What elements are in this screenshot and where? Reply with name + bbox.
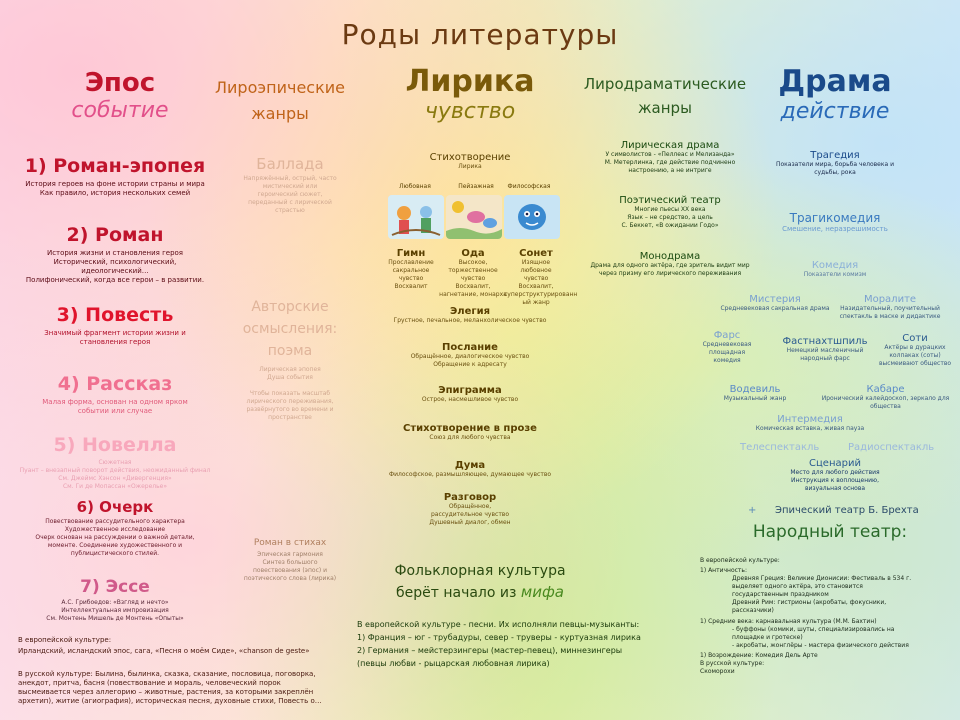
lyrodrama-item-desc: У символистов - «Пеллеас и Мелизанда» М. Метерлинка, где действие подчинено настроению, а не интриге (604, 151, 736, 174)
folk-line2-em: мифа (520, 583, 564, 601)
ft-europe: В европейской культуре: (700, 557, 780, 564)
lyrodrama-item-desc: Драма для одного актёра, где зритель видит мир через призму его лирического переживания (590, 262, 750, 277)
drama-item-label: Трагедия (810, 150, 860, 161)
ft-line: Древний Рим: гистрионы (акробаты, фокусники, (732, 599, 887, 606)
lyroepic-poem (225, 296, 355, 422)
drama-fastnacht (775, 336, 875, 363)
drama-comedy (760, 260, 910, 279)
lyric-poem-sub: Лирика (458, 163, 482, 170)
drama-grid-desc: Средневековая сакральная драма (720, 305, 830, 312)
lyric-item-desc: Грустное, печальное, меланхолическое чувство (393, 317, 547, 324)
drama-grid-label: Мистерия (749, 294, 801, 305)
drama-grid-label: Интермедия (777, 414, 843, 425)
folk-theatre-header (730, 522, 930, 542)
epos-item-label: 6) Очерк (76, 498, 154, 516)
ft-russian: Скоморохи (700, 668, 735, 675)
lyrodrama-item-label: Лирическая драма (620, 140, 720, 151)
ft-russian-head: В русской культуре: (700, 660, 765, 667)
drama-grid-desc: Иронический калейдоскоп, зеркало для общества (821, 395, 950, 410)
ft-line: площадке и гротеске) (732, 634, 803, 641)
child-drawing-love-image (388, 195, 444, 239)
lyric-elegy (370, 306, 570, 325)
epos-item-label: 7) Эссе (80, 577, 150, 597)
lyric-item-desc: Острое, насмешливое чувство (421, 396, 519, 403)
lyroepic-novel-verse (225, 538, 355, 583)
ft-line: Древняя Греция: Великие Дионисии: Фестиваль в 534 г. (732, 575, 912, 582)
photo-label-landscape: Пейзажная (458, 183, 494, 190)
epos-item-desc: А.С. Грибоедов: «Взгляд и нечто» Интеллектуальная импровизация См. Монтень Мишель де Монтень «Опыты» (46, 599, 184, 622)
lyric-poem-block (380, 152, 560, 171)
drama-heading: Драма (778, 64, 892, 99)
lyric-three-desc: Прославление сакральное чувство Восхвалит (388, 259, 434, 290)
folk-p2: 2) Германия – мейстерзингеры (мастер-певец), миннезингеры (357, 646, 623, 655)
lyric-conversation (370, 492, 570, 527)
epos-russian-text: В русской культуре: Былина, былинка, сказка, сказание, пословица, поговорка, анекдот, притча, басня (повествование и мораль, человеческий порок высмеивается через аллегорию – животные, растения, за которыми закреплён архетип), житие (агиография), историческая песня, духовные стихи, Повесть о… (18, 670, 322, 705)
drama-item-desc: Показатели комизм (803, 271, 867, 278)
lyric-ode (436, 248, 510, 299)
drama-grid-label: Фастнахтшпиль (782, 336, 868, 347)
folk-header (370, 563, 590, 601)
drama-plus: + (748, 505, 757, 516)
lyrodrama-item-desc: Многие пьесы XX века Язык – не средство, а цель С. Беккет, «В ожидании Годо» (621, 206, 719, 229)
drama-item-desc: Смешение, неразрешимость (782, 225, 888, 233)
lyric-item-label: Стихотворение в прозе (403, 423, 537, 434)
lyric-three-label: Гимн (396, 248, 426, 259)
drama-tragicomedy (760, 211, 910, 234)
drama-tragedy (760, 150, 910, 177)
lyroepic-item-desc: Лирическая эпопея Душа события Чтобы показать масштаб лирического переживания, развёрнутого во времени и пространстве (246, 366, 334, 421)
epos-item-desc: История жизни и становления героя Исторический, психологический, идеологический… Полифонический, когда все герои – в развитии. (25, 249, 205, 284)
lyric-item-desc: Союз для любого чувства (429, 434, 511, 441)
epos-item-4 (10, 373, 220, 416)
drama-grid-label: Водевиль (729, 384, 781, 395)
photo-label-philosophy: Философская (507, 183, 551, 190)
ft-line: - буффоны (комики, шуты, специализировались на (732, 626, 895, 633)
lyric-item-desc: Обращённое, диалогическое чувство Обращение к адресату (410, 353, 530, 368)
lyric-sonnet (504, 248, 578, 307)
folk-body (357, 618, 697, 670)
lyric-message (370, 342, 570, 369)
lyrodrama-monodrama (575, 251, 765, 278)
lyroepic-item-desc: Эпическая гармония Синтез большого повествования (эпос) и поэтического слова (лирика) (243, 551, 337, 582)
ft-line: рассказчики) (732, 607, 774, 614)
drama-scenario (765, 458, 905, 493)
drama-mystery (710, 294, 840, 313)
lyroepic-header (205, 75, 355, 127)
lyrodrama-header (570, 72, 760, 120)
ft-line: выделяет одного актёра, это становится (732, 583, 863, 590)
drama-soti (875, 333, 955, 368)
drama-sub: действие (780, 99, 890, 124)
drama-item-desc: Показатели мира, борьба человека и судьбы, рока (776, 161, 894, 176)
lyrodrama-poetic-theatre (575, 195, 765, 230)
photo-label-love: Любовная (399, 183, 431, 190)
page-title (300, 18, 660, 51)
epos-item-desc: Малая форма, основан на одном ярком событии или случае (42, 398, 188, 415)
lyric-heading: Лирика (405, 64, 535, 99)
drama-cabaret (818, 384, 953, 411)
drama-item-label: Трагикомедия (789, 211, 881, 225)
drama-grid-desc: Назидательный, поучительный спектакль в маске и дидактике (839, 305, 941, 320)
epos-item-desc: Сюжетная Пуант – внезапный поворот действия, неожиданный финал См. Джеймс Хэнсон «Дивергенция» См. Ги де Мопассан «Ожерелье» (19, 459, 211, 490)
folk-line2 (370, 583, 590, 601)
lyric-epigram (370, 385, 570, 404)
epos-item-label: 1) Роман-эпопея (24, 155, 206, 177)
epos-item-label: 2) Роман (66, 224, 164, 246)
epos-item-label: 4) Рассказ (57, 373, 173, 395)
epos-russian (18, 670, 323, 706)
drama-morality (835, 294, 945, 321)
drama-grid-desc: Музыкальный жанр (723, 395, 787, 402)
drama-grid-desc: Средневековая площадная комедия (702, 341, 752, 364)
lyric-item-label: Послание (442, 342, 498, 353)
lyric-item-label: Эпиграмма (438, 385, 502, 396)
folk-europe: В европейской культуре - песни. Их исполняли певцы-музыканты: (357, 620, 640, 629)
drama-vaudeville (700, 384, 810, 403)
drama-brecht: Эпический театр Б. Брехта (775, 505, 919, 516)
lyric-three-desc: Высокое, торжественное чувство Восхвалит, нагнетание, монарха (439, 259, 507, 298)
folk-line1: Фольклорная культура (394, 563, 566, 579)
drama-scenario-label: Сценарий (809, 458, 861, 469)
drama-grid-label: Моралите (863, 294, 917, 305)
epos-item-3 (10, 304, 220, 347)
child-drawing-landscape-image (446, 195, 502, 239)
epos-item-label: 5) Новелла (53, 434, 177, 456)
lyric-item-label: Элегия (449, 306, 491, 317)
epos-sub: событие (71, 98, 169, 123)
drama-farce (692, 330, 762, 365)
lyrodrama-heading: Лиродраматические жанры (583, 75, 747, 117)
epos-item-desc: История героев на фоне истории страны и мира Как правило, история нескольких семей (25, 180, 205, 197)
lyric-item-desc: Обращённое, рассудительное чувство Душевный диалог, обмен (429, 503, 511, 526)
lyroepic-item-label: Роман в стихах (253, 538, 327, 548)
drama-grid-label: Соти (902, 333, 928, 344)
drama-radioplay: Радиоспектакль (848, 442, 935, 453)
lyroepic-heading: Лироэпические жанры (214, 78, 345, 123)
drama-grid-desc: Немецкий масленичный народный фарс (786, 347, 864, 362)
lyric-three-desc: Изящное любовное чувство Восхвалит, суперструктурированн ый жанр (504, 259, 578, 306)
drama-interlude (745, 414, 875, 433)
folk-p1: 1) Франция – юг - трубадуры, север - труверы - куртуазная лирика (357, 633, 641, 642)
epos-header (20, 68, 220, 123)
ft-line: 1) Возрождение: Комедия Дель Арте (700, 652, 818, 659)
lyric-hymn (383, 248, 439, 291)
lyric-header (380, 64, 560, 124)
page-title-text: Роды литературы (341, 18, 619, 51)
lyric-three-label: Сонет (519, 248, 553, 259)
lyric-prose-poem (370, 423, 570, 442)
lyric-item-label: Разговор (443, 492, 497, 503)
folk-theatre-heading: Народный театр: (752, 522, 908, 542)
drama-header (750, 64, 920, 124)
epos-heading: Эпос (84, 68, 156, 98)
epos-item-6 (10, 498, 220, 558)
drama-teleplay: Телеспектакль (740, 442, 820, 453)
folk-line2-prefix: берёт начало из (396, 585, 521, 601)
epos-europe (18, 636, 348, 656)
lyroepic-item-label: Авторские осмысления: поэма (242, 299, 338, 359)
lyrodrama-item-label: Монодрама (639, 251, 701, 262)
ft-line: - акробаты, жонглёры - мастера физического действия (732, 642, 909, 649)
epos-item-5 (10, 434, 220, 491)
drama-item-label: Комедия (811, 260, 859, 271)
epos-item-desc: Значимый фрагмент истории жизни и становления героя (44, 329, 186, 346)
folk-theatre-body (700, 557, 950, 676)
epos-item-1 (10, 155, 220, 198)
lyrodrama-item-label: Поэтический театр (619, 195, 721, 206)
epos-item-desc: Повествование рассудительного характера Художественное исследование Очерк основан на рассуждении о важной детали, моменте. Соединение художественного и публицистического стилей. (35, 518, 195, 557)
ft-line: 1) Античность: (700, 567, 747, 574)
drama-grid-label: Кабаре (866, 384, 905, 395)
epos-item-label: 3) Повесть (56, 304, 174, 326)
ft-line: 1) Средние века: карнавальная культура (М.М. Бахтин) (700, 618, 877, 625)
drama-grid-desc: Комическая вставка, живая пауза (755, 425, 865, 432)
folk-p3: (певцы любви - рыцарская любовная лирика) (357, 659, 550, 668)
epos-europe-text: Ирландский, исландский эпос, сага, «Песня о моём Сиде», «chanson de geste» (18, 647, 310, 655)
lyric-three-label: Ода (461, 248, 485, 259)
child-drawing-philosophy-image (504, 195, 560, 239)
drama-grid-desc: Актёры в дурацких колпаках (соты) высмеивают общество (878, 344, 952, 367)
lyric-poem-head: Стихотворение (429, 152, 511, 163)
drama-grid-label: Фарс (713, 330, 741, 341)
lyroepic-ballad (225, 155, 355, 215)
drama-scenario-desc: Место для любого действия Инструкция к воплощению, визуальная основа (790, 469, 880, 492)
lyroepic-item-desc: Напряжённый, острый, часто мистический или героический сюжет, переданный с лирической страстью (243, 175, 337, 214)
epos-item-7 (10, 577, 220, 623)
lyric-sub: чувство (424, 99, 516, 124)
lyroepic-item-label: Баллада (256, 155, 324, 173)
epos-item-2 (10, 224, 220, 285)
lyrodrama-lyrical-drama (575, 140, 765, 175)
lyric-duma (370, 460, 570, 479)
epos-europe-head: В европейской культуре: (18, 636, 112, 644)
ft-line: государственным праздником (732, 591, 829, 598)
lyric-item-label: Дума (454, 460, 486, 471)
lyric-item-desc: Философское, размышляющее, думающее чувство (388, 471, 552, 478)
